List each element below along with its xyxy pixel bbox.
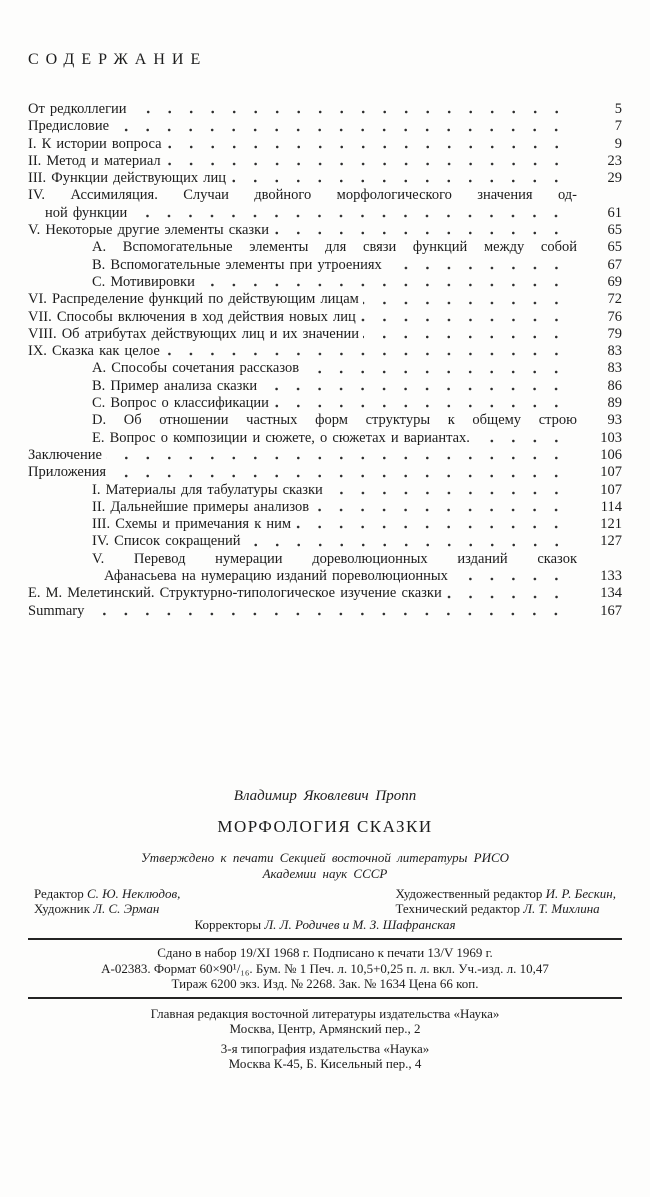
toc-row xyxy=(28,257,622,274)
correctors-line xyxy=(28,917,622,933)
imprint-line-3: Тираж 6200 экз. Изд. № 2268. Зак. № 1634 Цена 66 коп. xyxy=(171,976,479,992)
toc-entry-text: VII. Способы включения в ход действия новых лиц xyxy=(28,308,356,325)
dot-leader xyxy=(273,222,571,239)
toc-entry-text: IV. Список сокращений xyxy=(92,533,241,550)
dot-leader xyxy=(261,378,571,395)
dot-leader xyxy=(452,568,571,585)
toc-page-number: 127 xyxy=(600,533,622,550)
toc-row xyxy=(28,136,622,153)
dot-leader xyxy=(199,274,571,291)
toc-entry-text: Заключение xyxy=(28,446,102,463)
approval-line-2: Академии наук СССР xyxy=(262,866,388,882)
toc-row xyxy=(28,447,622,464)
toc-row xyxy=(28,378,622,395)
editor-line xyxy=(395,901,616,917)
table-of-contents xyxy=(28,101,622,620)
toc-row xyxy=(28,430,622,447)
dot-leader xyxy=(363,326,571,343)
toc-row xyxy=(28,360,622,377)
dot-leader xyxy=(360,309,571,326)
toc-page-number: 5 xyxy=(614,101,622,117)
publisher-block xyxy=(28,1006,622,1071)
toc-entry-text: Приложения xyxy=(28,464,107,481)
imprint-line-2: А-02383. Формат 60×90¹/₁₆. Бум. № 1 Печ. л. 10,5+0,25 п. л. вкл. Уч.-изд. л. 10,47 xyxy=(101,960,549,976)
toc-entry-text: Е. М. Мелетинский. Структурно-типологическое изучение сказки xyxy=(28,585,442,602)
toc-entry-text: III. Функции действующих лиц xyxy=(28,170,226,187)
editor-role: Редактор xyxy=(34,885,84,901)
toc-page-number: 106 xyxy=(600,446,622,463)
editor-role: Художественный редактор xyxy=(395,885,543,901)
toc-page-number: 107 xyxy=(600,464,622,481)
toc-page-number: 114 xyxy=(600,498,622,515)
toc-entry-text: VIII. Об атрибутах действующих лиц и их значении xyxy=(28,325,359,342)
dot-leader xyxy=(88,603,571,620)
dot-leader xyxy=(131,205,571,222)
toc-page-number: 7 xyxy=(614,118,622,135)
toc-page-number: 67 xyxy=(607,256,622,273)
approval-note xyxy=(28,850,622,883)
toc-entry-text: D. Об отношении частных форм структуры к общему строю xyxy=(92,412,577,429)
editor-line xyxy=(34,886,180,902)
editor-line xyxy=(395,886,616,902)
dot-leader xyxy=(110,464,571,481)
corrector-role: Корректоры xyxy=(194,916,262,932)
toc-page-number: 76 xyxy=(607,308,622,325)
horizontal-rule-bottom xyxy=(28,997,622,999)
toc-row xyxy=(28,239,622,256)
toc-entry-text: IX. Сказка как целое xyxy=(28,343,160,360)
toc-row xyxy=(28,499,622,516)
toc-page-number: 29 xyxy=(607,170,622,187)
book-title: МОРФОЛОГИЯ СКАЗКИ xyxy=(217,816,433,836)
dot-leader xyxy=(273,395,571,412)
dot-leader xyxy=(106,447,571,464)
editors-block xyxy=(28,886,622,917)
toc-row xyxy=(28,153,622,170)
toc-row xyxy=(28,326,622,343)
toc-row xyxy=(28,533,622,550)
toc-page-number: 79 xyxy=(607,325,622,342)
toc-entry-text: V. Перевод нумерации дореволюционных изданий сказок xyxy=(92,550,577,567)
dot-leader xyxy=(446,585,571,602)
dot-leader xyxy=(164,343,571,360)
dot-leader xyxy=(166,136,571,153)
dot-leader xyxy=(363,291,571,308)
toc-entry-text: С. Мотивировки xyxy=(92,273,195,290)
toc-row xyxy=(28,101,622,118)
toc-entry-text: III. Схемы и примечания к ним xyxy=(92,516,292,533)
toc-row xyxy=(28,222,622,239)
toc-page-number: 93 xyxy=(607,412,622,429)
toc-page-number: 86 xyxy=(607,377,622,394)
toc-page-number: 133 xyxy=(600,568,622,585)
toc-entry-text: IV. Ассимиляция. Случаи двойного морфологического значения од- xyxy=(28,187,577,204)
toc-entry-text: А. Вспомогательные элементы для связи функций между собой xyxy=(92,239,577,256)
toc-row xyxy=(28,395,622,412)
imprint-line-1: Сдано в набор 19/XI 1968 г. Подписано к печати 13/V 1969 г. xyxy=(157,945,493,961)
editor-role: Технический редактор xyxy=(395,901,520,917)
publisher-line-2: Москва, Центр, Армянский пер., 2 xyxy=(229,1020,421,1036)
toc-row xyxy=(28,516,622,533)
toc-entry-text: V. Некоторые другие элементы сказки xyxy=(28,222,269,239)
editor-name: С. Ю. Неклюдов, xyxy=(86,885,181,901)
toc-entry-text: Афанасьева на нумерацию изданий пореволюционных xyxy=(104,568,448,585)
toc-entry-text: Е. Вопрос о композиции и сюжете, о сюжетах и вариантах. xyxy=(92,429,470,446)
toc-row xyxy=(28,170,622,187)
toc-entry-text: В. Вспомогательные элементы при утроениях xyxy=(92,256,382,273)
toc-entry-text: Предисловие xyxy=(28,118,110,135)
dot-leader xyxy=(295,516,571,533)
toc-page-number: 107 xyxy=(600,481,622,498)
dot-leader xyxy=(313,499,571,516)
toc-row xyxy=(28,568,622,585)
toc-entry-text: ной функции xyxy=(45,204,128,221)
toc-row xyxy=(28,205,622,222)
toc-row xyxy=(28,309,622,326)
toc-page-number: 65 xyxy=(607,222,622,239)
toc-page-number: 61 xyxy=(607,204,622,221)
dot-leader xyxy=(474,430,571,447)
toc-page-number: 83 xyxy=(607,360,622,377)
toc-row xyxy=(28,274,622,291)
imprint-block xyxy=(28,945,622,992)
toc-row xyxy=(28,482,622,499)
toc-row xyxy=(28,585,622,602)
publisher-line-3: 3-я типография издательства «Наука» xyxy=(220,1040,430,1056)
toc-page-number: 9 xyxy=(614,135,622,152)
toc-entry-text: С. Вопрос о классификации xyxy=(92,395,269,412)
editors-right-column xyxy=(395,886,616,917)
dot-leader xyxy=(327,482,571,499)
colophon xyxy=(28,787,622,1071)
horizontal-rule-top xyxy=(28,938,622,940)
toc-entry-text: II. Метод и материал xyxy=(28,152,161,169)
toc-page-number: 69 xyxy=(607,273,622,290)
editor-name: И. Р. Бескин, xyxy=(545,885,616,901)
toc-entry-text: Summary xyxy=(28,602,85,619)
toc-page-number: 83 xyxy=(607,343,622,360)
editor-line xyxy=(34,901,180,917)
toc-entry-text: В. Пример анализа сказки xyxy=(92,377,258,394)
dot-leader xyxy=(131,101,571,118)
toc-row xyxy=(28,343,622,360)
editors-left-column xyxy=(34,886,180,917)
toc-row xyxy=(28,603,622,620)
toc-page-number: 134 xyxy=(600,585,622,602)
toc-page-number: 72 xyxy=(607,291,622,308)
toc-row xyxy=(28,464,622,481)
dot-leader xyxy=(230,170,571,187)
approval-line-1: Утверждено к печати Секцией восточной литературы РИСО xyxy=(140,849,510,865)
author-name: Владимир Яковлевич Пропп xyxy=(233,787,417,804)
dot-leader xyxy=(165,153,571,170)
toc-page-number: 103 xyxy=(600,429,622,446)
toc-page-number: 89 xyxy=(607,395,622,412)
toc-row xyxy=(28,118,622,135)
toc-row xyxy=(28,412,622,429)
toc-row xyxy=(28,291,622,308)
toc-page-number: 65 xyxy=(607,239,622,256)
dot-leader xyxy=(245,533,571,550)
toc-entry-text: I. Материалы для табулатуры сказки xyxy=(92,481,323,498)
toc-row xyxy=(28,551,622,568)
toc-entry-text: I. К истории вопроса xyxy=(28,135,162,152)
toc-entry-text: VI. Распределение функций по действующим лицам xyxy=(28,291,359,308)
toc-entry-text: II. Дальнейшие примеры анализов xyxy=(92,498,310,515)
toc-entry-text: А. Способы сочетания рассказов xyxy=(92,360,300,377)
page-title: СОДЕРЖАНИЕ xyxy=(28,51,208,68)
toc-entry-text: От редколлегии xyxy=(28,101,127,117)
printing-house-block xyxy=(28,1041,622,1071)
dot-leader xyxy=(113,118,571,135)
publisher-line-1: Главная редакция восточной литературы издательства «Наука» xyxy=(150,1005,500,1021)
editor-name: Л. С. Эрман xyxy=(93,901,160,917)
editor-name: Л. Т. Михлина xyxy=(523,901,600,917)
toc-page-number: 167 xyxy=(600,602,622,619)
corrector-names: Л. Л. Родичев и М. З. Шафранская xyxy=(264,916,456,932)
toc-page-number: 121 xyxy=(600,516,622,533)
dot-leader xyxy=(303,360,571,377)
publisher-line-4: Москва К-45, Б. Кисельный пер., 4 xyxy=(228,1055,422,1071)
dot-leader xyxy=(386,257,571,274)
toc-row xyxy=(28,187,622,204)
toc-page-number: 23 xyxy=(607,152,622,169)
editor-role: Художник xyxy=(34,901,90,917)
